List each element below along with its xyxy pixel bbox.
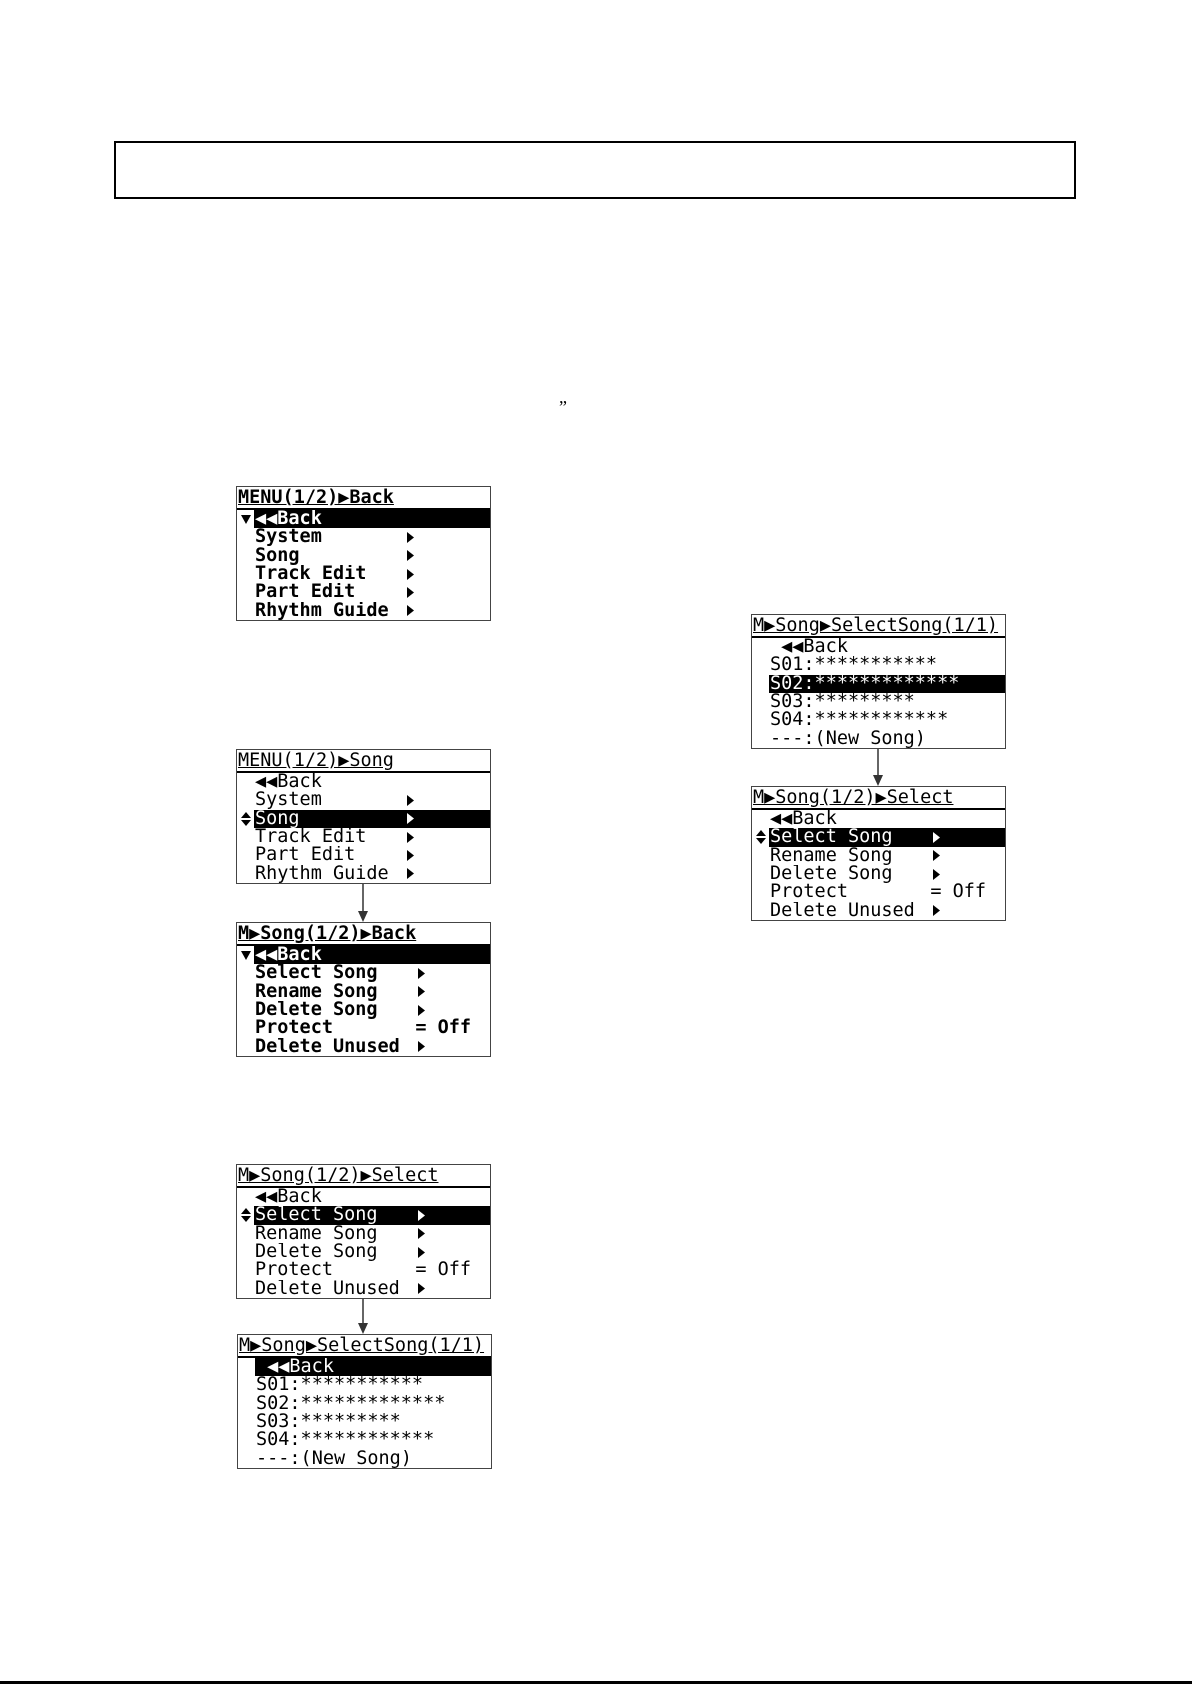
menu-item-label: Delete Song — [770, 865, 893, 884]
menu-item-protect — [237, 1019, 490, 1037]
menu-item-body — [255, 1395, 491, 1413]
menu-item-body — [254, 846, 490, 864]
cursor-column — [237, 1225, 254, 1243]
closing-quote-mark: ” — [559, 397, 567, 417]
cursor-column — [752, 638, 769, 656]
menu-item-s02 — [752, 675, 1005, 693]
menu-item-label: Song — [255, 809, 300, 828]
menu-item-track-edit — [237, 565, 490, 583]
menu-item-label: System — [255, 528, 322, 547]
menu-item-label: Delete Unused — [255, 1037, 400, 1056]
menu-item-track-edit — [237, 828, 490, 846]
menu-item-body — [254, 810, 490, 828]
menu-item-body — [254, 964, 490, 982]
cursor-column — [238, 1431, 255, 1449]
menu-item-body — [254, 583, 490, 601]
menu-item-body — [769, 693, 1005, 711]
menu-item-label: ---:(New Song) — [256, 1449, 412, 1468]
menu-item-label: Track Edit — [255, 565, 367, 584]
submenu-arrow-icon — [933, 847, 940, 865]
menu-item-back — [237, 510, 490, 528]
submenu-arrow-icon — [407, 791, 414, 809]
menu-item-label: Part Edit — [255, 583, 356, 602]
cursor-column — [237, 1019, 254, 1037]
menu-item-body — [254, 946, 490, 964]
section-header-box — [114, 141, 1076, 199]
menu-item-body — [769, 656, 1005, 674]
menu-item-delete-unused — [752, 901, 1005, 919]
menu-item-label: S01:*********** — [770, 656, 938, 675]
cursor-column — [752, 901, 769, 919]
menu-item-label: ◀◀Back — [255, 510, 322, 529]
cursor-column — [237, 547, 254, 565]
menu-item-body — [254, 1037, 490, 1055]
menu-item-label: ◀◀Back — [255, 1188, 322, 1207]
page-bottom-rule — [0, 1681, 1192, 1684]
menu-item-system — [237, 791, 490, 809]
menu-item-value: = Off — [415, 1259, 472, 1281]
submenu-arrow-icon — [407, 547, 414, 565]
menu-item-body — [254, 547, 490, 565]
cursor-column — [752, 675, 769, 693]
cursor-column — [237, 864, 254, 882]
menu-item-label: Track Edit — [255, 828, 367, 847]
menu-item-label: ---:(New Song) — [770, 729, 926, 748]
menu-item-label: Song — [255, 546, 300, 565]
cursor-column — [752, 693, 769, 711]
submenu-arrow-icon — [407, 846, 414, 864]
menu-item-label: Select Song — [255, 1206, 378, 1225]
menu-item-body — [769, 901, 1005, 919]
submenu-arrow-icon — [418, 1206, 425, 1224]
screen-title — [237, 487, 490, 510]
menu-item-label: Rhythm Guide — [255, 864, 389, 883]
lcd-screen-menu-back — [236, 486, 491, 621]
screen-title — [752, 787, 1005, 810]
menu-item-label: Part Edit — [255, 846, 356, 865]
menu-item-label: S04:************ — [770, 711, 949, 730]
cursor-column — [238, 1376, 255, 1394]
down-arrow-icon — [871, 749, 885, 786]
submenu-arrow-icon — [933, 901, 940, 919]
menu-item-back — [237, 946, 490, 964]
screen-title-text: M▶Song(1/2)▶Select — [238, 1165, 439, 1186]
screen-title — [237, 1165, 490, 1188]
menu-item-body — [254, 864, 490, 882]
menu-item-label: S03:********* — [770, 693, 915, 712]
menu-item-body — [769, 828, 1005, 846]
menu-item-rhythm-guide — [237, 864, 490, 882]
menu-item-body — [255, 1449, 491, 1467]
menu-item-label: Rhythm Guide — [255, 601, 389, 620]
menu-item-delete-unused — [237, 1279, 490, 1297]
menu-item-label: Protect — [255, 1261, 333, 1280]
menu-item-body — [254, 510, 490, 528]
cursor-column — [237, 791, 254, 809]
cursor-column — [237, 773, 254, 791]
cursor-column — [238, 1449, 255, 1467]
screen-title — [238, 1335, 491, 1358]
cursor-column — [752, 656, 769, 674]
screen-title-text: MENU(1/2)▶Song — [238, 750, 394, 771]
cursor-column — [237, 1279, 254, 1297]
screen-title — [237, 923, 490, 946]
cursor-column — [237, 1037, 254, 1055]
menu-item-s03 — [752, 693, 1005, 711]
menu-item-s04 — [752, 711, 1005, 729]
menu-item-song — [237, 547, 490, 565]
cursor-column — [238, 1413, 255, 1431]
menu-item-select-song — [237, 1206, 490, 1224]
menu-item-select-song — [752, 828, 1005, 846]
menu-item-body — [255, 1358, 491, 1376]
menu-item-label: S02:************* — [770, 674, 960, 693]
updown-triangles-cursor-icon — [237, 1206, 254, 1224]
submenu-arrow-icon — [407, 583, 414, 601]
cursor-column — [237, 1188, 254, 1206]
cursor-column — [237, 983, 254, 1001]
cursor-column — [752, 810, 769, 828]
menu-item-body — [255, 1376, 491, 1394]
menu-item-label: Delete Unused — [255, 1279, 400, 1298]
cursor-column — [752, 865, 769, 883]
menu-item-body — [254, 565, 490, 583]
menu-item-protect — [237, 1261, 490, 1279]
menu-item-label: ◀◀Back — [267, 1358, 334, 1377]
menu-item-label: S03:********* — [256, 1413, 401, 1432]
menu-item-protect — [752, 883, 1005, 901]
menu-item-label: ◀◀Back — [255, 946, 322, 965]
lcd-screen-menu-song — [236, 749, 491, 884]
submenu-arrow-icon — [933, 828, 940, 846]
menu-item-body — [769, 883, 1005, 901]
menu-item-select-song — [237, 964, 490, 982]
menu-item-body — [255, 1413, 491, 1431]
menu-item-label: System — [255, 791, 322, 810]
submenu-arrow-icon — [418, 964, 425, 982]
menu-item-rename-song — [752, 847, 1005, 865]
cursor-column — [237, 583, 254, 601]
menu-item-label: Select Song — [255, 964, 378, 983]
menu-item-body — [255, 1431, 491, 1449]
menu-item-label: Protect — [770, 883, 848, 902]
menu-item-label: S02:************* — [256, 1394, 446, 1413]
submenu-arrow-icon — [407, 528, 414, 546]
lcd-screen-select-song-back — [237, 1334, 492, 1469]
lcd-screen-song-back — [236, 922, 491, 1057]
menu-item-part-edit — [237, 583, 490, 601]
cursor-column — [237, 964, 254, 982]
cursor-column — [237, 565, 254, 583]
submenu-arrow-icon — [407, 828, 414, 846]
menu-item-system — [237, 528, 490, 546]
menu-item-body — [769, 638, 1005, 656]
menu-item-body — [769, 810, 1005, 828]
cursor-column — [238, 1395, 255, 1413]
menu-item-value: = Off — [930, 881, 987, 903]
menu-item-label: Protect — [255, 1019, 333, 1038]
menu-item-body — [254, 791, 490, 809]
submenu-arrow-icon — [407, 810, 414, 828]
menu-item-body — [254, 601, 490, 619]
submenu-arrow-icon — [418, 1225, 425, 1243]
submenu-arrow-icon — [407, 601, 414, 619]
cursor-column — [237, 528, 254, 546]
menu-item-body — [254, 1206, 490, 1224]
cursor-column — [752, 711, 769, 729]
lcd-screen-select-song-s02 — [751, 614, 1006, 749]
menu-item-body — [254, 983, 490, 1001]
cursor-column — [752, 847, 769, 865]
cursor-column — [237, 1261, 254, 1279]
lcd-screen-song-select — [236, 1164, 491, 1299]
lcd-screen-song-select-right — [751, 786, 1006, 921]
submenu-arrow-icon — [407, 565, 414, 583]
menu-item-body — [254, 773, 490, 791]
menu-item-body — [769, 729, 1005, 747]
menu-item-s01 — [238, 1376, 491, 1394]
menu-item-value: = Off — [415, 1017, 472, 1039]
menu-item-song — [237, 810, 490, 828]
screen-title-text: M▶Song▶SelectSong(1/1) — [239, 1335, 485, 1356]
menu-item-body — [254, 1188, 490, 1206]
down-arrow-icon — [356, 884, 370, 922]
cursor-column — [237, 1001, 254, 1019]
menu-item-back — [237, 1188, 490, 1206]
menu-item-body — [769, 711, 1005, 729]
menu-item-body — [769, 847, 1005, 865]
menu-item-rename-song — [237, 983, 490, 1001]
menu-item-rhythm-guide — [237, 601, 490, 619]
menu-item-rename-song — [237, 1225, 490, 1243]
menu-item-body — [254, 1261, 490, 1279]
submenu-arrow-icon — [407, 864, 414, 882]
down-triangle-cursor-icon — [237, 946, 254, 964]
down-triangle-cursor-icon — [237, 510, 254, 528]
cursor-column — [237, 601, 254, 619]
menu-item-back — [238, 1358, 491, 1376]
menu-item-label: Delete Song — [255, 1001, 378, 1020]
cursor-column — [237, 846, 254, 864]
cursor-column — [238, 1358, 255, 1376]
menu-item-label: S01:*********** — [256, 1376, 424, 1395]
cursor-column — [752, 729, 769, 747]
menu-item-body — [254, 1279, 490, 1297]
menu-item-back — [752, 638, 1005, 656]
menu-item-label: ◀◀Back — [781, 638, 848, 657]
updown-triangles-cursor-icon — [237, 810, 254, 828]
menu-item-s01 — [752, 656, 1005, 674]
screen-title — [237, 750, 490, 773]
menu-item-body — [254, 1225, 490, 1243]
menu-item-s04 — [238, 1431, 491, 1449]
menu-item-back — [237, 773, 490, 791]
menu-item-body — [769, 675, 1005, 693]
menu-item-body — [254, 1019, 490, 1037]
menu-item-label: Select Song — [770, 828, 893, 847]
menu-item-label: Rename Song — [255, 1224, 378, 1243]
menu-item-label: ◀◀Back — [770, 810, 837, 829]
menu-item-label: S04:************ — [256, 1431, 435, 1450]
menu-item-s02 — [238, 1395, 491, 1413]
screen-title-text: M▶Song(1/2)▶Select — [753, 787, 954, 808]
menu-item-label: Rename Song — [255, 982, 378, 1001]
screen-title-text: M▶Song(1/2)▶Back — [238, 923, 417, 944]
updown-triangles-cursor-icon — [752, 828, 769, 846]
cursor-column — [237, 828, 254, 846]
screen-title — [752, 615, 1005, 638]
submenu-arrow-icon — [418, 1279, 425, 1297]
menu-item-new-song — [238, 1449, 491, 1467]
menu-item-body — [254, 828, 490, 846]
menu-item-delete-unused — [237, 1037, 490, 1055]
menu-item-label: ◀◀Back — [255, 773, 322, 792]
screen-title-text: MENU(1/2)▶Back — [238, 487, 394, 508]
cursor-column — [752, 883, 769, 901]
down-arrow-icon — [356, 1299, 370, 1334]
menu-item-new-song — [752, 729, 1005, 747]
menu-item-part-edit — [237, 846, 490, 864]
cursor-column — [237, 1243, 254, 1261]
menu-item-back — [752, 810, 1005, 828]
menu-item-label: Rename Song — [770, 846, 893, 865]
submenu-arrow-icon — [418, 983, 425, 1001]
menu-item-body — [254, 528, 490, 546]
menu-item-label: Delete Song — [255, 1243, 378, 1262]
screen-title-text: M▶Song▶SelectSong(1/1) — [753, 615, 999, 636]
menu-item-label: Delete Unused — [770, 901, 915, 920]
menu-item-s03 — [238, 1413, 491, 1431]
submenu-arrow-icon — [418, 1037, 425, 1055]
